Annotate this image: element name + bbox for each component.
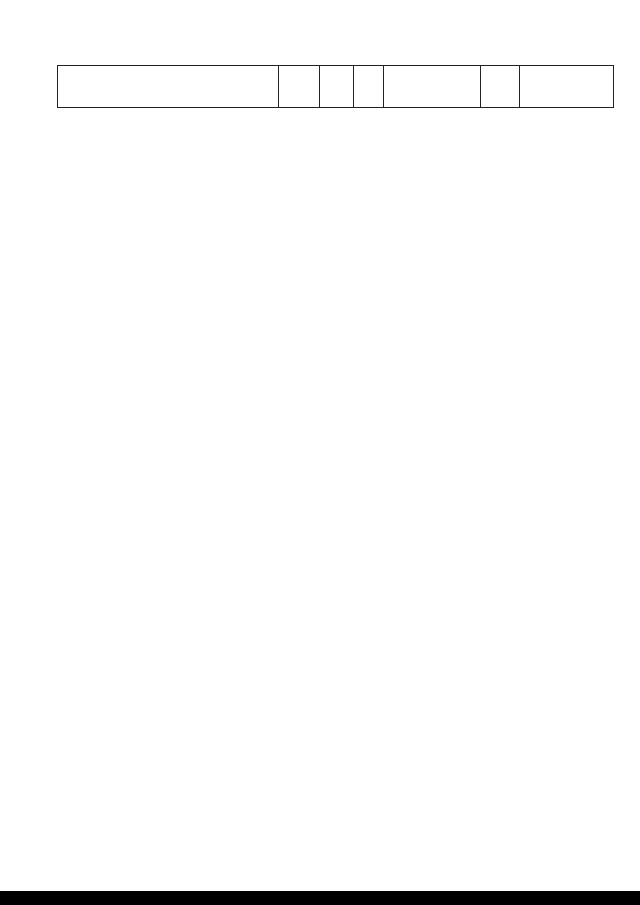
header-sum [519, 66, 613, 107]
header-csr [383, 66, 480, 107]
header-vr [480, 66, 519, 107]
header-kvsr [278, 66, 319, 107]
header-name [58, 66, 278, 107]
header-rz [319, 66, 353, 107]
header-pr [353, 66, 383, 107]
scan-edge [0, 891, 640, 905]
table-header [57, 65, 614, 108]
